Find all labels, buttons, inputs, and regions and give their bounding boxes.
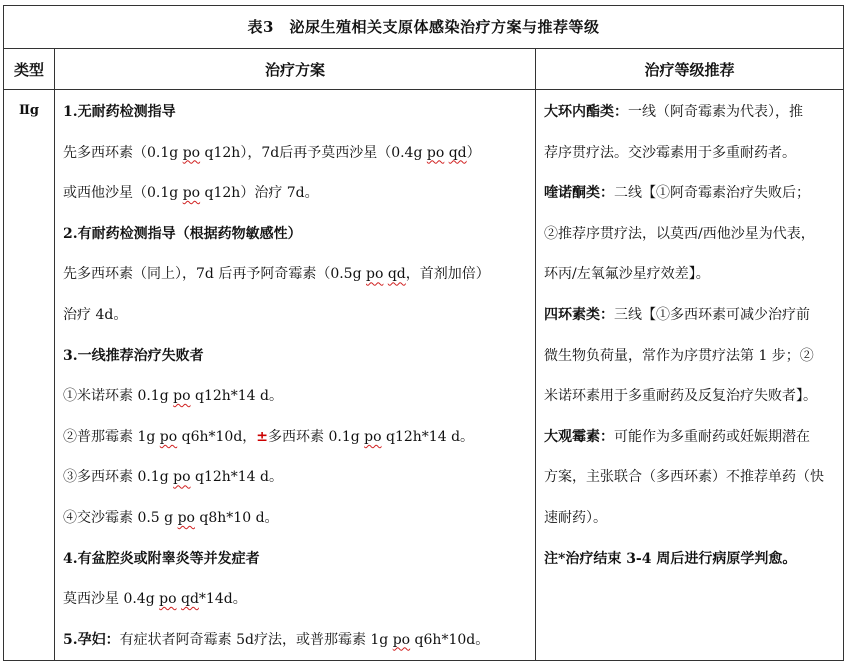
- plan-section-1-line-1: 先多西环素（0.1g po q12h），7d后再予莫西沙星（0.4g po qd）: [63, 144, 481, 161]
- row-type: Ⅱg: [4, 90, 55, 661]
- plan-section-3-line-1: ①米诺环素 0.1g po q12h*14 d。: [63, 388, 284, 405]
- plan-section-3-line-3: ③多西环素 0.1g po q12h*14 d。: [63, 469, 284, 486]
- plan-section-2-line-2: 治疗 4d。: [63, 306, 128, 323]
- plan-section-3-heading: 3.一线推荐治疗失败者: [63, 347, 204, 364]
- plan-section-1-heading: 1.无耐药检测指导: [63, 104, 176, 120]
- plan-section-5-label: 5.孕妇：: [63, 631, 120, 648]
- grade-tetracycline-line-3: 米诺环素用于多重耐药及反复治疗失败者】。: [544, 388, 817, 405]
- grade-note: 注*治疗结束 3-4 周后进行病原学判愈。: [544, 550, 797, 567]
- grade-quinolone-line-3: 环丙/左氧氟沙星疗效差】。: [544, 266, 710, 283]
- plan-section-3-line-2-part-b: 多西环素 0.1g po q12h*14 d。: [268, 428, 475, 445]
- grade-spectinomycin-line-3: 速耐药）。: [544, 509, 607, 526]
- plan-section-4-heading: 4.有盆腔炎或附睾炎等并发症者: [63, 550, 260, 567]
- grade-spectinomycin-line-1: [544, 417, 837, 458]
- grade-tetracycline-text: 三线【①多西环素可减少治疗前: [614, 306, 810, 323]
- grade-tetracycline-line-2: 微生物负荷量，常作为序贯疗法第 1 步；②: [544, 347, 814, 364]
- plus-minus-symbol: ±: [256, 428, 269, 445]
- header-plan: 治疗方案: [55, 49, 536, 90]
- grade-macrolide-line-1: [544, 92, 837, 133]
- grade-spectinomycin-text: 可能作为多重耐药或妊娠期潜在: [614, 428, 810, 445]
- plan-section-3-line-4: ④交沙霉素 0.5 g po q8h*10 d。: [63, 509, 279, 526]
- plan-section-5-text: 有症状者阿奇霉素 5d疗法，或普那霉素 1g po q6h*10d。: [119, 631, 490, 648]
- grade-tetracycline-line-1: [544, 295, 837, 336]
- grade-spectinomycin-label: 大观霉素：: [544, 428, 614, 445]
- grade-quinolone-line-1: [544, 173, 837, 214]
- plan-section-3-line-2-part-a: ②普那霉素 1g po q6h*10d，: [63, 428, 257, 445]
- plan-section-5-line: [63, 620, 529, 661]
- grade-macrolide-label: 大环内酯类：: [544, 104, 628, 120]
- grade-quinolone-label: 喹诺酮类：: [544, 185, 614, 202]
- grade-spectinomycin-line-2: 方案，主张联合（多西环素）不推荐单药（快: [544, 469, 824, 486]
- grade-cell: [536, 90, 844, 661]
- treatment-table: [3, 5, 844, 661]
- plan-cell: [55, 90, 536, 661]
- grade-macrolide-line-2: 荐序贯疗法。交沙霉素用于多重耐药者。: [544, 144, 796, 161]
- plan-section-3-line-2: [63, 417, 529, 458]
- plan-section-4-line-1: 莫西沙星 0.4g po qd*14d。: [63, 591, 247, 608]
- header-grade: 治疗等级推荐: [536, 49, 844, 90]
- grade-tetracycline-label: 四环素类：: [544, 306, 614, 323]
- grade-macrolide-text: 一线（阿奇霉素为代表），推: [628, 104, 803, 120]
- plan-section-2-line-1: 先多西环素（同上），7d 后再予阿奇霉素（0.5g po qd，首剂加倍）: [63, 266, 490, 283]
- grade-quinolone-text: 二线【①阿奇霉素治疗失败后；: [614, 185, 810, 202]
- plan-section-2-heading: 2.有耐药检测指导（根据药物敏感性）: [63, 225, 302, 242]
- grade-quinolone-line-2: ②推荐序贯疗法，以莫西/西他沙星为代表，: [544, 225, 815, 242]
- header-type: 类型: [4, 49, 55, 90]
- table-title: 表3 泌尿生殖相关支原体感染治疗方案与推荐等级: [4, 6, 844, 49]
- plan-section-1-line-2: 或西他沙星（0.1g po q12h）治疗 7d。: [63, 185, 319, 202]
